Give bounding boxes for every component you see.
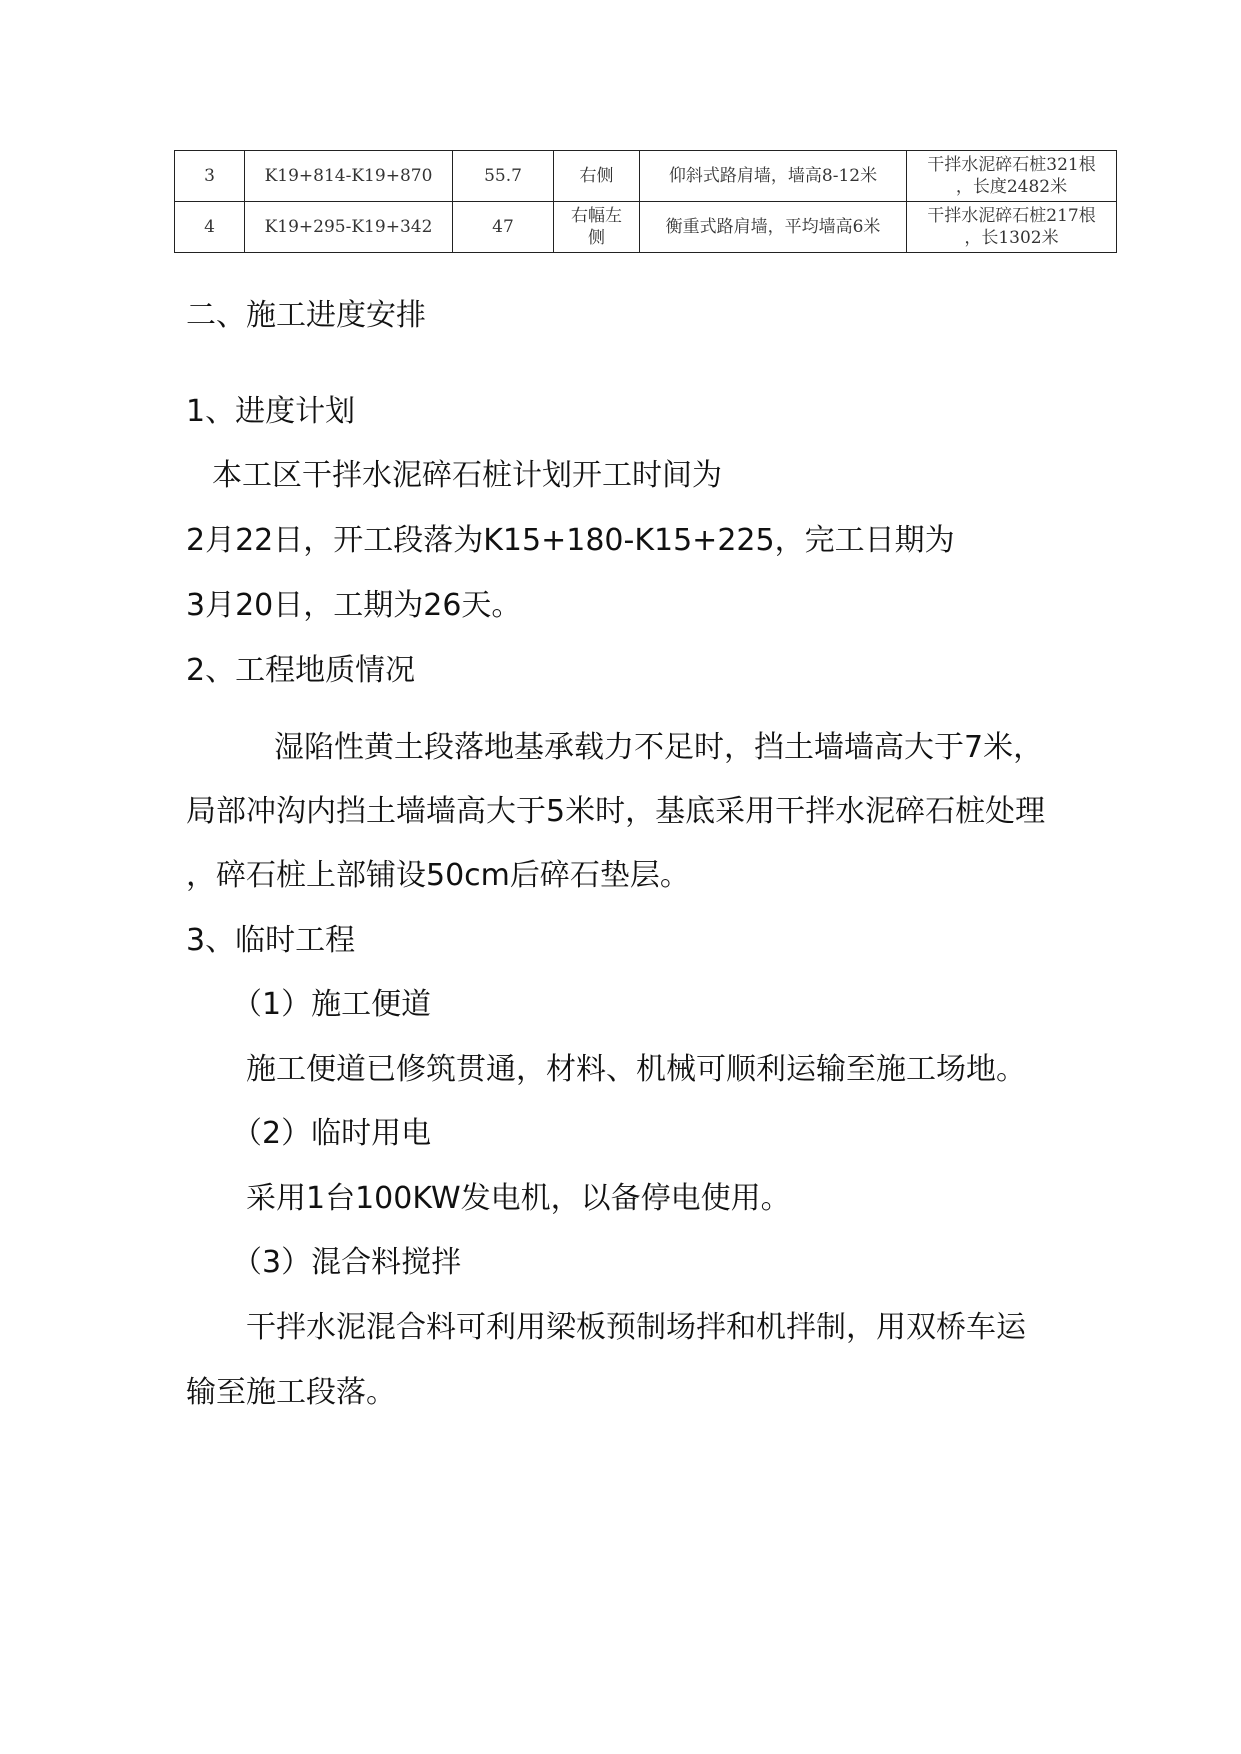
treatment-line-1: 干拌水泥碎石桩321根 xyxy=(927,155,1096,175)
cell-type: 仰斜式路肩墙，墙高8-12米 xyxy=(640,151,907,202)
treatment-line-2: ，长度2482米 xyxy=(955,177,1068,197)
heading-geology: 2、工程地质情况 xyxy=(186,653,416,688)
subheading-mixing: （3）混合料搅拌 xyxy=(232,1245,462,1280)
table-row xyxy=(175,202,1117,253)
paragraph-line: ，碎石桩上部铺设50cm后碎石垫层。 xyxy=(186,858,690,893)
cell-range: K19+814-K19+870 xyxy=(245,151,453,202)
heading-temporary-works: 3、临时工程 xyxy=(186,923,356,958)
cell-length: 55.7 xyxy=(453,151,554,202)
cell-side: 右侧 xyxy=(554,151,640,202)
paragraph-line: 局部冲沟内挡土墙墙高大于5米时，基底采用干拌水泥碎石桩处理 xyxy=(186,794,1046,829)
cell-treatment xyxy=(907,202,1117,253)
cell-treatment xyxy=(907,151,1117,202)
paragraph-line: 本工区干拌水泥碎石桩计划开工时间为 xyxy=(212,458,722,493)
subheading-temporary-power: （2）临时用电 xyxy=(232,1116,432,1151)
cell-no: 3 xyxy=(175,151,245,202)
table-row xyxy=(175,151,1117,202)
heading-progress-plan: 1、进度计划 xyxy=(186,394,356,429)
cell-length: 47 xyxy=(453,202,554,253)
subheading-access-road: （1）施工便道 xyxy=(232,987,432,1022)
paragraph-line: 3月20日，工期为26天。 xyxy=(186,588,522,623)
cell-side: 右幅左侧 xyxy=(554,202,640,253)
paragraph-line: 采用1台100KW发电机，以备停电使用。 xyxy=(246,1181,791,1216)
treatment-line-2: ，长1302米 xyxy=(964,228,1059,248)
section-title: 二、施工进度安排 xyxy=(186,298,426,333)
treatment-line-1: 干拌水泥碎石桩217根 xyxy=(927,206,1096,226)
paragraph-line: 湿陷性黄土段落地基承载力不足时，挡土墙墙高大于7米， xyxy=(274,730,1044,765)
cell-range: K19+295-K19+342 xyxy=(245,202,453,253)
paragraph-line: 2月22日，开工段落为K15+180-K15+225，完工日期为 xyxy=(186,523,955,558)
paragraph-line: 输至施工段落。 xyxy=(186,1375,396,1410)
cell-no: 4 xyxy=(175,202,245,253)
paragraph-line: 干拌水泥混合料可利用梁板预制场拌和机拌制，用双桥车运 xyxy=(246,1310,1026,1345)
cell-type: 衡重式路肩墙，平均墙高6米 xyxy=(640,202,907,253)
paragraph-line: 施工便道已修筑贯通，材料、机械可顺利运输至施工场地。 xyxy=(246,1052,1026,1087)
wall-table xyxy=(174,150,1117,253)
